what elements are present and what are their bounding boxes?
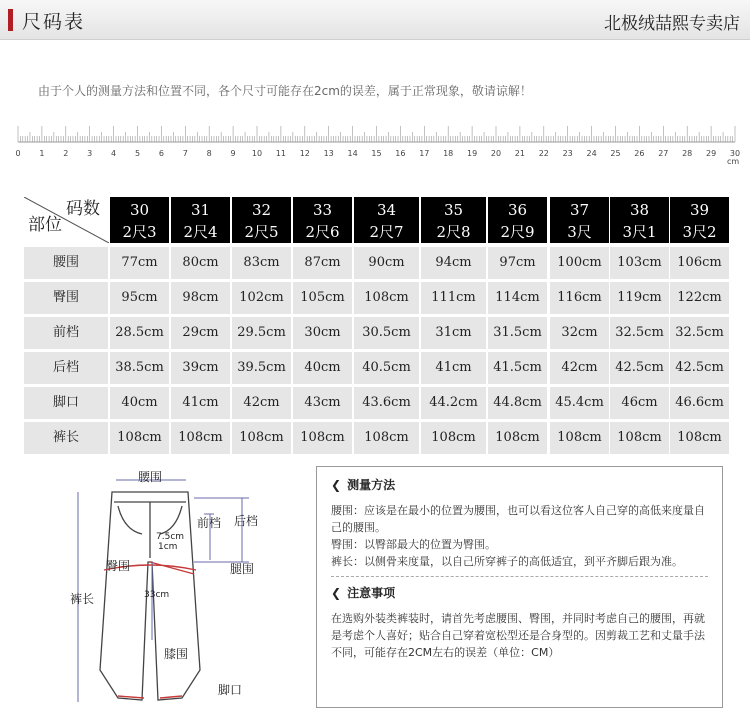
table-cell: 108cm [670,422,729,454]
ruler-number: 27 [658,149,669,158]
table-cell: 108cm [232,422,291,454]
ruler-number: 25 [610,149,621,158]
ruler-number: 4 [111,149,117,158]
size-header-37 [550,197,609,243]
row-label: 臀围 [24,282,108,314]
ruler-number: 23 [562,149,573,158]
size-chi: 3尺1 [622,223,657,241]
ruler-number: 21 [514,149,525,158]
table-cell: 39.5cm [232,352,291,384]
table-cell: 29cm [171,317,230,349]
table-cell: 30.5cm [354,317,419,349]
table-cell: 40cm [110,387,169,419]
ruler-number: 0 [15,149,21,158]
table-cell: 32cm [550,317,609,349]
table-cell: 103cm [610,247,669,279]
table-cell: 105cm [293,282,352,314]
size-chi: 2尺3 [122,223,157,241]
diagram-hem-label: 脚口 [218,683,243,697]
size-number: 35 [443,201,464,219]
size-chi: 2尺4 [183,223,218,241]
table-cell: 97cm [488,247,547,279]
diagram-thigh-label: 腿围 [230,562,255,576]
divider [331,576,708,577]
size-header-34 [354,197,419,243]
ruler-number: 1 [39,149,45,158]
pants-outline [64,470,284,710]
diagram-back-rise-label: 后档 [234,514,259,528]
ruler-number: 30 [729,149,741,158]
table-cell: 122cm [670,282,729,314]
table-cell: 46.6cm [670,387,729,419]
table-cell: 43.6cm [354,387,419,419]
table-cell: 111cm [421,282,486,314]
ruler-number: 17 [419,149,430,158]
table-cell: 41cm [171,387,230,419]
diagram-waist-label: 腰围 [138,470,163,484]
table-cell: 28.5cm [110,317,169,349]
size-header-36 [488,197,547,243]
table-cell: 40.5cm [354,352,419,384]
ruler-number: 20 [490,149,502,158]
size-number: 38 [629,201,650,219]
size-chi: 3尺2 [682,223,717,241]
table-cell: 108cm [488,422,547,454]
row-label: 脚口 [24,387,108,419]
size-chi: 2尺5 [244,223,279,241]
ruler-number: 29 [706,149,717,158]
attention-text: 在选购外装类裤装时，请首先考虑腰围、臀围，并同时考虑自己的腰围，再就是考虑个人喜好；贴合自己穿着宽松型还是合身型的。因剪裁工艺和丈量手法不同，可能存在2CM左右的误差（单位：CM） [331,612,705,659]
table-cell: 108cm [110,422,169,454]
chevron-left-icon: ❮ [331,586,342,600]
ruler-number: 24 [586,149,597,158]
diagram-length-label: 裤长 [70,592,95,606]
size-chi: 2尺8 [436,223,471,241]
table-cell: 44.8cm [488,387,547,419]
ruler-number: 8 [206,149,212,158]
table-cell: 87cm [293,247,352,279]
row-label: 裤长 [24,422,108,454]
ruler-number: 16 [395,149,406,158]
table-cell: 80cm [171,247,230,279]
ruler-number: 19 [467,149,478,158]
table-cell: 41.5cm [488,352,547,384]
table-cell: 32.5cm [610,317,669,349]
diagram-m1-label: 7.5cm [156,532,185,542]
diagram-m2-label: 1cm [158,542,178,552]
size-chi: 2尺9 [500,223,535,241]
table-cell: 114cm [488,282,547,314]
table-cell: 108cm [354,282,419,314]
ruler-number: 18 [443,149,454,158]
table-cell: 42.5cm [610,352,669,384]
table-cell: 43cm [293,387,352,419]
ruler-number: 2 [63,149,69,158]
diagram-front-rise-label: 前档 [197,516,222,530]
row-label: 腰围 [24,247,108,279]
diagram-hip-label: 臀围 [106,559,131,573]
pants-diagram [64,470,284,710]
table-cell: 108cm [354,422,419,454]
size-number: 30 [129,201,150,219]
ruler-number: 10 [251,149,263,158]
size-number: 31 [190,201,211,219]
size-header-30 [110,197,169,243]
size-header-33 [293,197,352,243]
corner-part-label: 部位 [28,215,62,235]
accent-bar [8,9,13,31]
ruler-number: 6 [158,149,164,158]
ruler-number: 13 [323,149,334,158]
ruler-number: 14 [347,149,358,158]
size-header-35 [421,197,486,243]
diagram-m3-label: 33cm [144,590,170,600]
page-title: 尺码表 [22,11,86,33]
ruler-number: 3 [87,149,93,158]
table-cell: 40cm [293,352,352,384]
table-cell: 119cm [610,282,669,314]
size-chi: 2尺7 [369,223,404,241]
table-cell: 31.5cm [488,317,547,349]
size-header-31 [171,197,230,243]
table-cell: 83cm [232,247,291,279]
size-number: 37 [569,201,590,219]
table-cell: 38.5cm [110,352,169,384]
table-cell: 29.5cm [232,317,291,349]
measure-hip-text: 臀围：以臀部最大的位置为臀围。 [331,538,496,551]
ruler-number: 22 [538,149,549,158]
size-number: 33 [312,201,333,219]
diagram-knee-label: 膝围 [164,647,189,661]
table-cell: 98cm [171,282,230,314]
ruler-number: 12 [299,149,310,158]
table-cell: 46cm [610,387,669,419]
table-cell: 102cm [232,282,291,314]
table-cell: 108cm [171,422,230,454]
table-cell: 108cm [293,422,352,454]
table-cell: 100cm [550,247,609,279]
table-cell: 42cm [550,352,609,384]
measure-waist-text: 腰围：应该是在最小的位置为腰围，也可以看这位客人自己穿的高低来度量自己的腰围。 [331,504,705,534]
measure-title: ❮ 测量方法 [331,478,396,492]
ruler [0,104,750,164]
ruler-unit: cm [727,157,740,164]
table-cell: 31cm [421,317,486,349]
measure-length-text: 裤长：以侧骨来度量，以自己所穿裤子的高低适宜，到平齐脚后跟为准。 [331,555,683,568]
size-header-32 [232,197,291,243]
shop-name: 北极绒喆熙专卖店 [604,14,740,34]
table-corner [24,197,109,243]
page-header [0,0,750,40]
size-number: 32 [251,201,272,219]
measurement-note: 由于个人的测量方法和位置不同，各个尺寸可能存在2cm的误差，属于正常现象，敬请谅解！ [38,84,532,98]
ruler-number: 15 [371,149,382,158]
table-cell: 45.4cm [550,387,609,419]
chevron-left-icon: ❮ [331,478,342,492]
table-cell: 39cm [171,352,230,384]
table-cell: 44.2cm [421,387,486,419]
ruler-number: 28 [682,149,693,158]
table-cell: 108cm [550,422,609,454]
attention-title: ❮ 注意事项 [331,586,396,600]
corner-size-label: 码数 [66,199,100,219]
table-cell: 32.5cm [670,317,729,349]
table-cell: 42cm [232,387,291,419]
size-header-38 [610,197,669,243]
table-cell: 116cm [550,282,609,314]
table-cell: 30cm [293,317,352,349]
size-chi: 3尺 [567,223,592,241]
size-header-39 [670,197,729,243]
size-chi: 2尺6 [305,223,340,241]
table-cell: 42.5cm [670,352,729,384]
table-cell: 90cm [354,247,419,279]
row-label: 后档 [24,352,108,384]
size-number: 34 [376,201,397,219]
table-cell: 94cm [421,247,486,279]
ruler-number: 5 [134,149,141,158]
ruler-number: 9 [230,149,236,158]
ruler-number: 7 [182,149,188,158]
row-label: 前档 [24,317,108,349]
table-cell: 95cm [110,282,169,314]
table-cell: 77cm [110,247,169,279]
table-cell: 108cm [421,422,486,454]
ruler-number: 26 [634,149,645,158]
table-cell: 108cm [610,422,669,454]
table-cell: 41cm [421,352,486,384]
info-box [316,466,723,708]
table-cell: 106cm [670,247,729,279]
ruler-number: 11 [275,149,286,158]
size-number: 39 [689,201,710,219]
size-number: 36 [507,201,528,219]
